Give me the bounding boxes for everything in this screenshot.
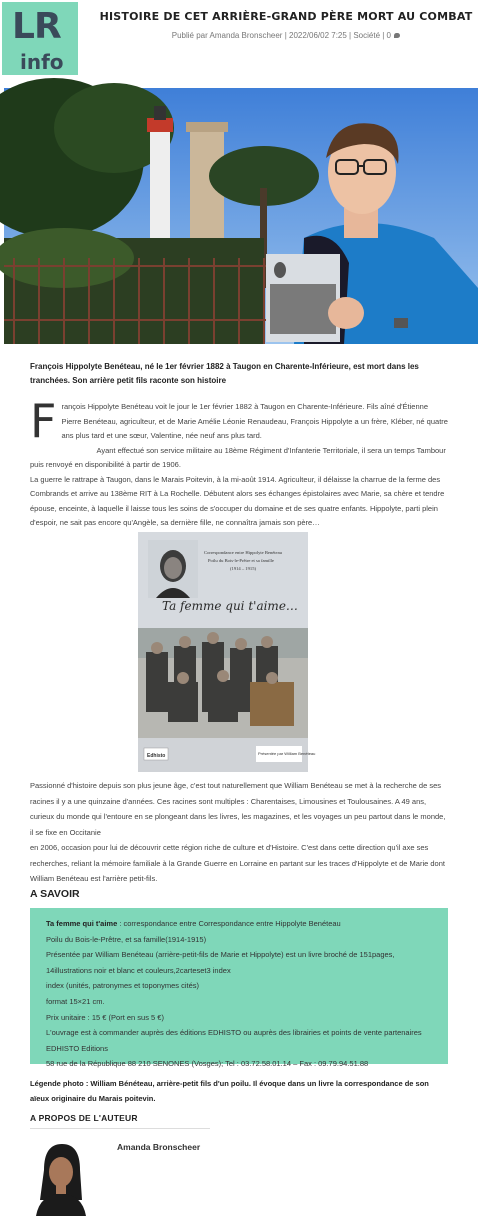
- author-name[interactable]: Amanda Bronscheer: [117, 1142, 201, 1152]
- article-title: HISTOIRE DE CET ARRIÈRE-GRAND PÈRE MORT AU COMBAT: [99, 10, 473, 23]
- savoir-title-rest: : correspondance entre Correspondance entre Hippolyte Benéteau: [117, 919, 341, 928]
- site-logo[interactable]: [2, 2, 78, 75]
- meta-text[interactable]: Publié par Amanda Bronscheer | 2022/06/02 7:25 | Société | 0: [171, 31, 392, 40]
- photo-legend: Légende photo : William Bénéteau, arrière-petit fils d'un poilu. Il évoque dans un livre la correspondance de son aïeux originaire du Marais poitevin.: [30, 1079, 429, 1103]
- article-lead: François Hippolyte Benéteau, né le 1er février 1882 à Taugon en Charente-Inférieure, est mort dans les tranchées. Son arrière petit fils raconte son histoire: [30, 362, 419, 385]
- savoir-line: L'ouvrage est à commander auprès des éditions EDHISTO ou auprès des librairies et points de vente partenaires: [46, 1028, 422, 1038]
- book-presenter-text: Présentée par William Benéteau: [258, 751, 316, 756]
- paragraph-4: Passionné d'histoire depuis son plus jeune âge, c'est tout naturellement que William Benéteau se met à la recherche de ses racines il y a une quinzaine d'années. Ces racines sont multiples : Charentaises, Limousines et Toulousaines. A 49 ans, curieux du monde qui l'entoure en se plongeant dans les livres, les magazines, et les voyages un peu partout dans le monde, il se fixe en Occitanie: [30, 781, 446, 837]
- savoir-heading: A SAVOIR: [30, 888, 80, 900]
- article-body-2: [30, 778, 450, 887]
- paragraph-3: La guerre le rattrape à Taugon, dans le Marais Poitevin, à la mi-août 1914. Agriculteur, il délaisse la charrue de la ferme des Combrands et arrive au 138ème RIT à La Rochelle. Débutent alors ses échanges épistolaires avec Marie, sa chère et tendre épouse, enceinte, à laquelle il laisse tous les soins de s'occuper du domaine et de ses quatre enfants. Hippolyte, parti plein d'espoir, ne sait pas encore qu'Angèle, sa dernière fille, ne connaîtra jamais son père…: [30, 474, 445, 527]
- hero-photo-svg: [4, 88, 478, 344]
- savoir-line: EDHISTO Editions: [46, 1043, 108, 1053]
- logo-text-info: info: [20, 50, 64, 74]
- author-avatar[interactable]: [30, 1140, 92, 1216]
- savoir-line: format 15×21 cm.: [46, 996, 105, 1006]
- book-badge-text: Edhisto: [147, 753, 166, 759]
- savoir-line: Prix unitaire : 15 € (Port en sus 5 €): [46, 1012, 164, 1022]
- savoir-line: index (unités, patronymes et toponymes cités): [46, 981, 199, 991]
- book-cover-image: [138, 532, 316, 772]
- book-top-text-2: Poilu du Bois-le-Prêtre et sa famille: [208, 558, 274, 563]
- author-box-heading: A PROPOS DE L'AUTEUR: [30, 1113, 138, 1123]
- savoir-line: Présentée par William Benéteau (arrière-petit-fils de Marie et Hippolyte) est un livre broché de 151pages,: [46, 950, 395, 960]
- savoir-book-title: Ta femme qui t'aime: [46, 919, 118, 928]
- savoir-box: [30, 908, 448, 1069]
- book-top-text-3: (1914 – 1915): [230, 566, 257, 571]
- author-avatar-svg: [30, 1140, 92, 1216]
- savoir-line: Poilu du Bois-le-Prêtre, et sa famille(1914-1915): [46, 934, 207, 944]
- paragraph-5: en 2006, occasion pour lui de découvrir cette région riche de culture et d'Histoire. C'est dans cette direction qu'il axe ses recherches, reliant la mémoire familiale à la Grande Guerre en Lorraine en partant sur les traces d'Hippolyte et de Marie dont William Benéteau est l'arrière petit-fils.: [30, 843, 445, 883]
- book-script-title: Ta femme qui t'aime…: [162, 599, 298, 613]
- savoir-line: 14illustrations noir et blanc et couleurs,2carteset3 index: [46, 965, 231, 975]
- divider: [30, 1128, 210, 1129]
- paragraph-1: rançois Hippolyte Benéteau voit le jour le 1er février 1882 à Taugon en Charente-Inférieure. Fils aîné d'Étienne Pierre Benéteau, agriculteur, et de Marie Amélie Léonie Renaudeau, François Hippolyte a un frère, Kléber, né quatre ans plus tard et une sœur, Valentine, née neuf ans plus tard.: [61, 402, 448, 440]
- dropcap-letter: F: [30, 394, 57, 448]
- comment-icon[interactable]: [394, 33, 400, 38]
- book-top-text: Correspondance entre Hippolyte Benéteau: [204, 550, 282, 555]
- hero-photo: [4, 88, 478, 344]
- article-body: [30, 394, 450, 531]
- logo-text-lr: LR: [12, 6, 61, 47]
- book-cover-svg: [138, 532, 316, 772]
- paragraph-2: Ayant effectué son service militaire au 18ème Régiment d'Infanterie Territoriale, il sera un temps Tambour puis renvoyé en disponibilité à partir de 1906.: [30, 445, 446, 469]
- article-meta: [96, 31, 476, 40]
- savoir-line: 58 rue de la République 88 210 SENONES (Vosges); Tel : 03.72.58.01.14 – Fax : 09.79.94.51.88: [46, 1059, 369, 1069]
- savoir-title-line: [46, 916, 432, 932]
